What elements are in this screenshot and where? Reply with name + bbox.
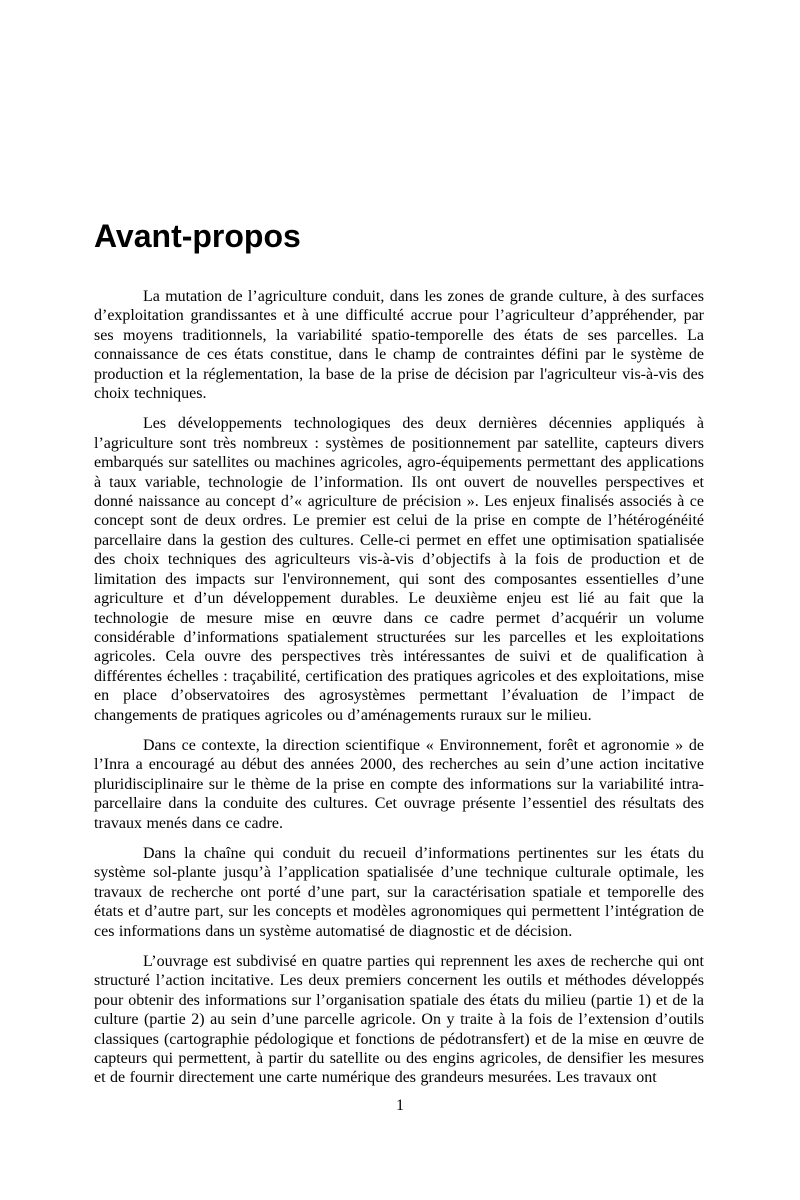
paragraph-4: Dans la chaîne qui conduit du recueil d’informations pertinentes sur les états du système sol-plante jusqu’à l’application spatialisée d’une technique culturale optimale, les travaux de recherche ont porté d’une part, sur la caractérisation spatiale et temporelle des états et d’autre part, sur les concepts et modèles agronomiques qui permettent l’intégration de ces informations dans un système automatisé de diagnostic et de décision. [94, 844, 704, 940]
page-number: 1 [396, 1097, 404, 1114]
paragraph-3: Dans ce contexte, la direction scientifique « Environnement, forêt et agronomie » de l’Inra a encouragé au début des années 2000, des recherches au sein d’une action incitative pluridisciplinaire sur le thème de la prise en compte des informations sur la variabilité intra-parcellaire dans la conduite des cultures. Cet ouvrage présente l’essentiel des résultats des travaux menés dans ce cadre. [94, 736, 704, 832]
paragraph-1: La mutation de l’agriculture conduit, dans les zones de grande culture, à des surfaces d’exploitation grandissantes et à une difficulté accrue pour l’agriculteur d’appréhender, par ses moyens traditionnels, la variabilité spatio-temporelle des états de ses parcelles. La connaissance de ces états constitue, dans le champ de contraintes défini par le système de production et la réglementation, la base de la prise de décision par l'agriculteur vis-à-vis des choix techniques. [94, 288, 704, 403]
page-title: Avant-propos [94, 218, 301, 254]
text-column [94, 219, 704, 1099]
paragraph-2: Les développements technologiques des deux dernières décennies appliqués à l’agriculture sont très nombreux : systèmes de positionnement par satellite, capteurs divers embarqués sur satellites ou machines agricoles, agro-équipements permettant des applications à taux variable, technologie de l’information. Ils ont ouvert de nouvelles perspectives et donné naissance au concept d’« agriculture de précision ». Les enjeux finalisés associés à ce concept sont de deux ordres. Le premier est celui de la prise en compte de l’hétérogénéité parcellaire dans la gestion des cultures. Celle-ci permet en effet une optimisation spatialisée des choix techniques des agriculteurs vis-à-vis d’objectifs à la fois de production et de limitation des impacts sur l'environnement, qui sont des composantes essentielles d’une agriculture et d’un développement durables. Le deuxième enjeu est lié au fait que la technologie de mesure mise en œuvre dans ce cadre permet d’acquérir un volume considérable d’informations spatialement structurées sur les parcelles et les exploitations agricoles. Cela ouvre des perspectives très intéressantes de suivi et de qualification à différentes échelles : traçabilité, certification des pratiques agricoles et des exploitations, mise en place d’observatoires des agrosystèmes permettant l’évaluation de l’impact de changements de pratiques agricoles ou d’aménagements ruraux sur le milieu. [94, 415, 704, 724]
paragraph-5: L’ouvrage est subdivisé en quatre parties qui reprennent les axes de recherche qui ont structuré l’action incitative. Les deux premiers concernent les outils et méthodes développés pour obtenir des informations sur l’organisation spatiale des états du milieu (partie 1) et de la culture (partie 2) au sein d’une parcelle agricole. On y traite à la fois de l’extension d’outils classiques (cartographie pédologique et fonctions de pédotransfert) et de la mise en œuvre de capteurs qui permettent, à partir du satellite ou des engins agricoles, de densifier les mesures et de fournir directement une carte numérique des grandeurs mesurées. Les travaux ont [94, 953, 704, 1087]
